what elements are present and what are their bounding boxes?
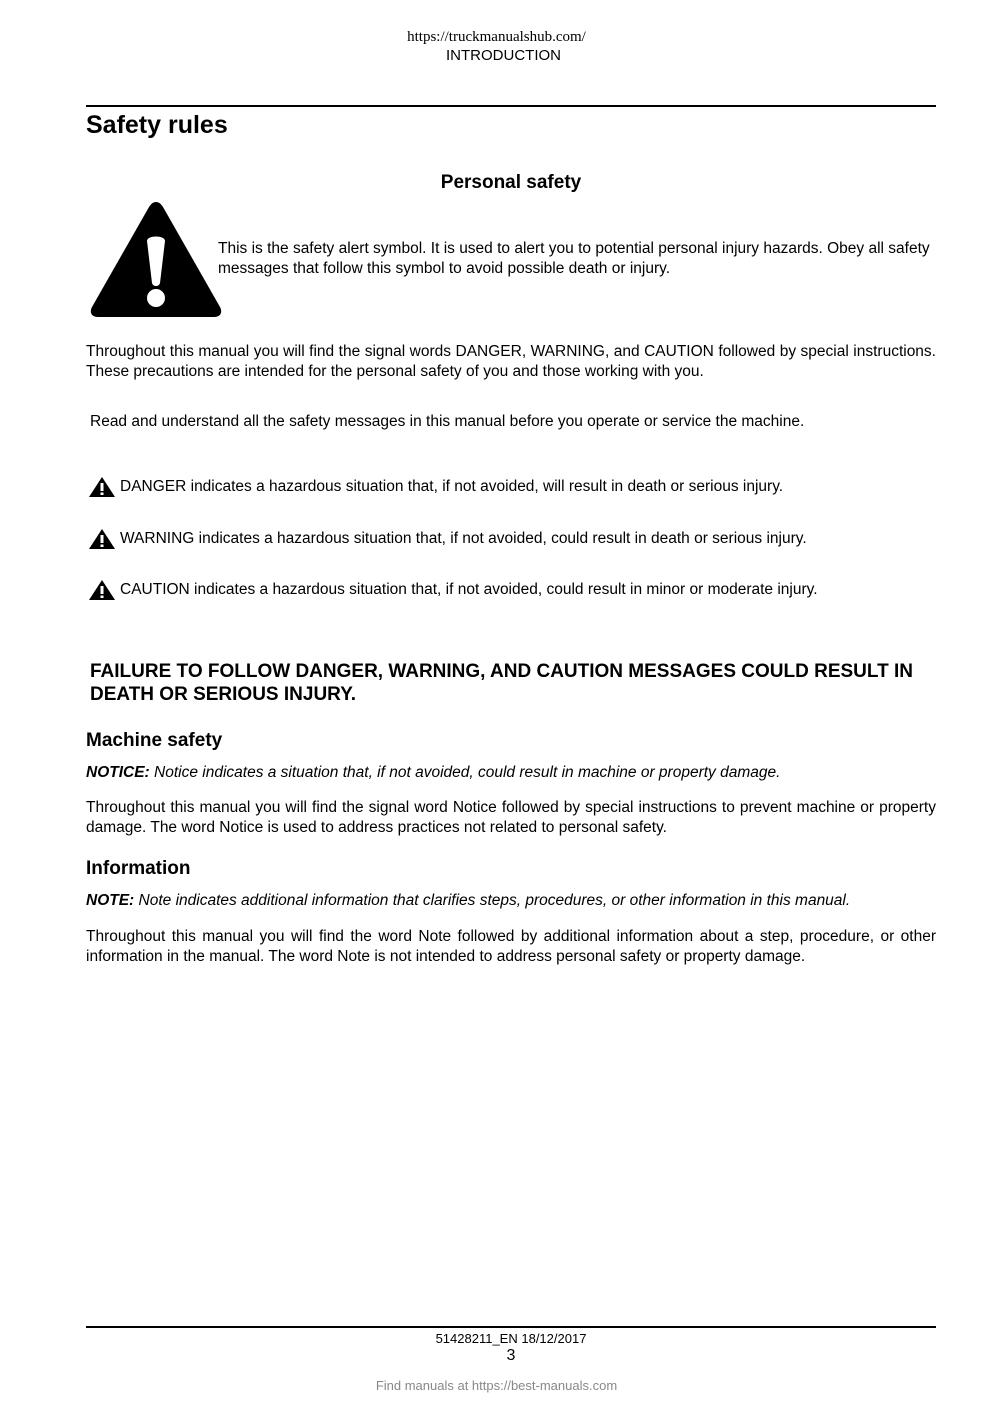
- warning-statement: [88, 528, 807, 550]
- machine-safety-heading: Machine safety: [86, 730, 223, 751]
- failure-warning: FAILURE TO FOLLOW DANGER, WARNING, AND CAUTION MESSAGES COULD RESULT IN DEATH OR SERIOUS INJURY.: [90, 661, 913, 705]
- note-text: Note indicates additional information that clarifies steps, procedures, or other information in this manual.: [138, 892, 851, 909]
- page-title: Safety rules: [86, 111, 228, 139]
- warning-text: WARNING indicates a hazardous situation that, if not avoided, could result in death or serious injury.: [120, 530, 807, 547]
- warning-triangle-icon: [88, 528, 116, 550]
- section-header: INTRODUCTION: [446, 47, 561, 64]
- caution-statement: [88, 579, 818, 601]
- page-number: 3: [506, 1347, 516, 1364]
- information-paragraph: Throughout this manual you will find the word Note followed by additional information about a step, procedure, or other information in the manual. The word Note is not intended to address personal safety or property damage.: [86, 928, 936, 965]
- information-heading: Information: [86, 858, 191, 879]
- personal-safety-heading: Personal safety: [440, 172, 582, 193]
- warning-triangle-icon: [88, 579, 116, 601]
- alert-symbol-description: This is the safety alert symbol. It is used to alert you to potential personal injury hazards. Obey all safety messages that follow this symbol to avoid possible death or injury.: [218, 240, 930, 277]
- bottom-divider: [86, 1326, 936, 1328]
- document-id: 51428211_EN 18/12/2017: [435, 1331, 587, 1346]
- warning-triangle-icon: [88, 476, 116, 498]
- safety-alert-icon: [89, 199, 223, 319]
- footer-link[interactable]: Find manuals at https://best-manuals.com: [375, 1378, 618, 1393]
- read-understand-paragraph: Read and understand all the safety messages in this manual before you operate or service the machine.: [90, 413, 805, 430]
- top-divider: [86, 105, 936, 107]
- signal-words-paragraph: Throughout this manual you will find the signal words DANGER, WARNING, and CAUTION followed by special instructions. These precautions are intended for the personal safety of you and those working with you.: [86, 343, 936, 380]
- notice-label: NOTICE:: [86, 764, 150, 781]
- header-url: https://truckmanualshub.com/: [407, 29, 586, 45]
- notice-statement: [86, 764, 780, 782]
- machine-safety-paragraph: Throughout this manual you will find the signal word Notice followed by special instructions to prevent machine or property damage. The word Notice is used to address practices not related to personal safety.: [86, 799, 936, 836]
- danger-statement: [88, 476, 783, 498]
- danger-text: DANGER indicates a hazardous situation that, if not avoided, will result in death or serious injury.: [120, 478, 784, 495]
- caution-text: CAUTION indicates a hazardous situation that, if not avoided, could result in minor or moderate injury.: [120, 581, 818, 598]
- notice-text: Notice indicates a situation that, if not avoided, could result in machine or property damage.: [154, 764, 781, 781]
- note-statement: [86, 892, 850, 910]
- note-label: NOTE:: [86, 892, 135, 909]
